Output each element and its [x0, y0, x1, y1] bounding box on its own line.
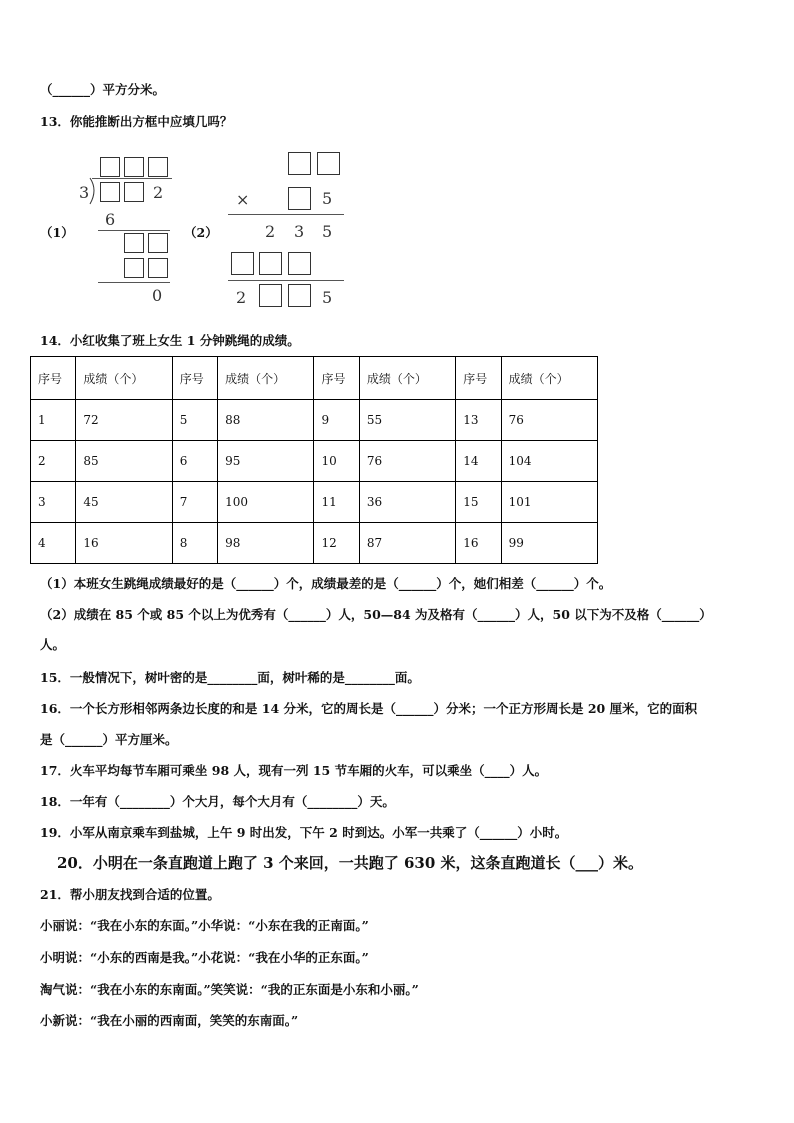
table-cell: 10: [314, 441, 359, 482]
result-box-2[interactable]: [288, 284, 311, 307]
multiplication-rule-2: [228, 280, 344, 281]
div-step-box-2[interactable]: [148, 233, 168, 253]
table-cell: 95: [218, 441, 314, 482]
q14-sub2: （2）成绩在 85 个或 85 个以上为优秀有（______）人，50—84 为及格有（______）人，50 以下为不及格（______）: [40, 607, 712, 622]
q19: 19．小军从南京乘车到盐城，上午 9 时出发，下午 2 时到达。小军一共乘了（______）小时。: [40, 825, 568, 840]
table-header-row: [31, 357, 598, 400]
header-cell: 序号: [172, 357, 217, 400]
multiplier-digit: 5: [322, 189, 333, 208]
table-cell: 55: [359, 400, 455, 441]
dividend-last-digit: 2: [153, 183, 164, 202]
times-sign: ×: [236, 190, 250, 209]
table-cell: 76: [359, 441, 455, 482]
table-cell: 5: [172, 400, 217, 441]
result-last-digit: 5: [322, 288, 333, 307]
partial1-digit-2: 3: [294, 222, 305, 241]
header-cell: 成绩（个）: [501, 357, 597, 400]
table-cell: 101: [501, 482, 597, 523]
q21-title: 21．帮小朋友找到合适的位置。: [40, 887, 220, 902]
score-table: [30, 356, 598, 564]
table-cell: 14: [456, 441, 501, 482]
q21-line-3: 淘气说：“我在小东的东南面。”笑笑说：“我的正东面是小东和小丽。”: [40, 982, 419, 997]
partial2-box-1[interactable]: [231, 252, 254, 275]
q14-sub2-tail: 人。: [40, 637, 66, 652]
header-cell: 成绩（个）: [359, 357, 455, 400]
table-cell: 13: [456, 400, 501, 441]
q16-line2: 是（______）平方厘米。: [40, 732, 178, 747]
q14-title: 14．小红收集了班上女生 1 分钟跳绳的成绩。: [40, 333, 300, 348]
q21-line-4: 小新说：“我在小丽的西南面，笑笑的东南面。”: [40, 1013, 299, 1028]
partial2-box-2[interactable]: [259, 252, 282, 275]
table-cell: 100: [218, 482, 314, 523]
multiplicand-box-2[interactable]: [317, 152, 340, 175]
q13-title: 13．你能推断出方框中应填几吗？: [40, 114, 233, 129]
table-row: [31, 523, 598, 564]
table-row: [31, 482, 598, 523]
multiplier-box[interactable]: [288, 187, 311, 210]
multiplicand-box-1[interactable]: [288, 152, 311, 175]
table-cell: 9: [314, 400, 359, 441]
header-cell: 序号: [314, 357, 359, 400]
partial2-box-3[interactable]: [288, 252, 311, 275]
divisor: 3: [79, 183, 90, 202]
table-cell: 99: [501, 523, 597, 564]
table-cell: 8: [172, 523, 217, 564]
div-step-box-4[interactable]: [148, 258, 168, 278]
first-product: 6: [105, 210, 116, 229]
header-cell: 序号: [456, 357, 501, 400]
table-row: [31, 400, 598, 441]
q16-line1: 16．一个长方形相邻两条边长度的和是 14 分米，它的周长是（______）分米；一个正方形周长是 20 厘米，它的面积: [40, 701, 698, 716]
table-cell: 4: [31, 523, 76, 564]
division-remainder: 0: [152, 286, 163, 305]
q14-sub1: （1）本班女生跳绳成绩最好的是（______）个，成绩最差的是（______）个，她们相差（______）个。: [40, 576, 612, 591]
q18: 18．一年有（________）个大月，每个大月有（________）天。: [40, 794, 395, 809]
quotient-box-1[interactable]: [100, 157, 120, 177]
table-cell: 87: [359, 523, 455, 564]
table-cell: 6: [172, 441, 217, 482]
header-cell: 成绩（个）: [218, 357, 314, 400]
table-cell: 16: [76, 523, 172, 564]
q21-line-2: 小明说：“小东的西南是我。”小花说：“我在小华的正东面。”: [40, 950, 369, 965]
q13-part2-label: （2）: [184, 225, 218, 240]
table-cell: 2: [31, 441, 76, 482]
q20: 20．小明在一条直跑道上跑了 3 个来回，一共跑了 630 米，这条直跑道长（___）米。: [57, 854, 644, 872]
result-box-1[interactable]: [259, 284, 282, 307]
q12-tail: （______）平方分米。: [40, 82, 166, 97]
partial1-digit-1: 2: [265, 222, 276, 241]
division-top-rule: [92, 178, 172, 179]
table-cell: 45: [76, 482, 172, 523]
table-cell: 76: [501, 400, 597, 441]
table-cell: 12: [314, 523, 359, 564]
quotient-box-2[interactable]: [124, 157, 144, 177]
header-cell: 成绩（个）: [76, 357, 172, 400]
table-cell: 11: [314, 482, 359, 523]
q15: 15．一般情况下，树叶密的是________面，树叶稀的是________面。: [40, 670, 420, 685]
table-cell: 72: [76, 400, 172, 441]
quotient-box-3[interactable]: [148, 157, 168, 177]
q13-part1-label: （1）: [40, 225, 74, 240]
table-row: [31, 441, 598, 482]
table-cell: 15: [456, 482, 501, 523]
table-cell: 88: [218, 400, 314, 441]
q21-line-1: 小丽说：“我在小东的东面。”小华说：“小东在我的正南面。”: [40, 918, 369, 933]
table-cell: 104: [501, 441, 597, 482]
partial1-digit-3: 5: [322, 222, 333, 241]
table-cell: 3: [31, 482, 76, 523]
table-cell: 16: [456, 523, 501, 564]
multiplication-rule-1: [228, 214, 344, 215]
q17: 17．火车平均每节车厢可乘坐 98 人，现有一列 15 节车厢的火车，可以乘坐（____）人。: [40, 763, 548, 778]
dividend-box-1[interactable]: [100, 182, 120, 202]
table-cell: 7: [172, 482, 217, 523]
table-cell: 36: [359, 482, 455, 523]
dividend-box-2[interactable]: [124, 182, 144, 202]
header-cell: 序号: [31, 357, 76, 400]
result-first-digit: 2: [236, 288, 247, 307]
table-cell: 1: [31, 400, 76, 441]
div-step-box-3[interactable]: [124, 258, 144, 278]
table-cell: 98: [218, 523, 314, 564]
table-cell: 85: [76, 441, 172, 482]
division-rule-2: [98, 282, 170, 283]
division-rule-1: [98, 230, 170, 231]
div-step-box-1[interactable]: [124, 233, 144, 253]
